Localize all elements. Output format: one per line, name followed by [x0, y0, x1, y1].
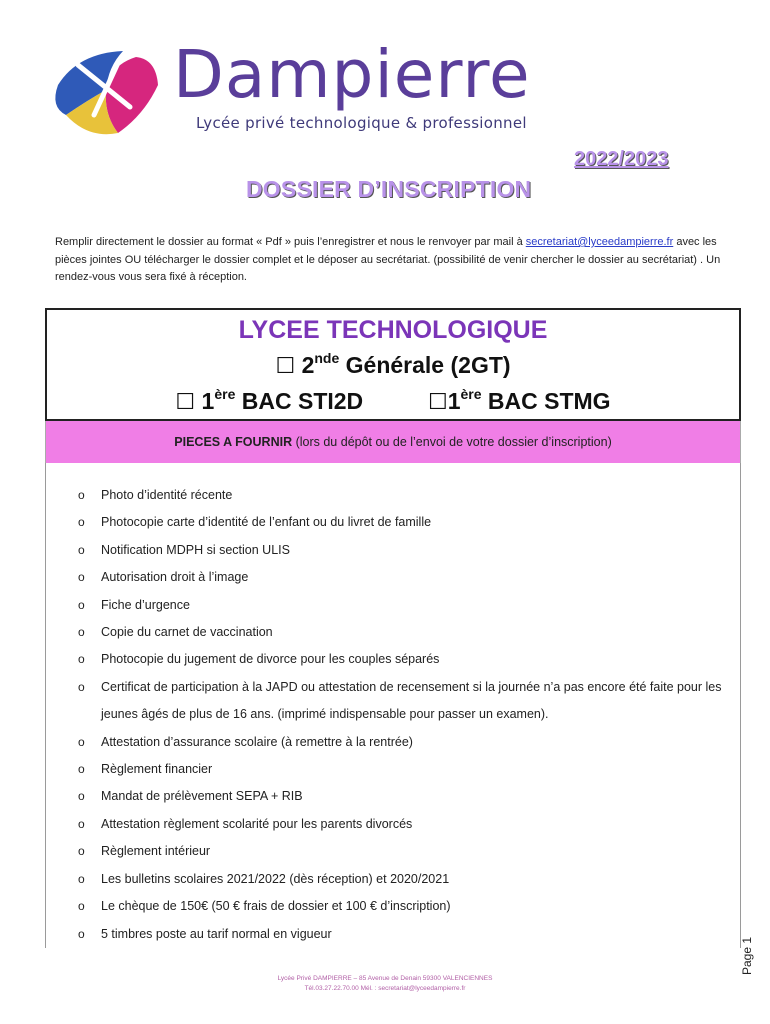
list-item: o Les bulletins scolaires 2021/2022 (dès réception) et 2020/2021 [78, 866, 728, 893]
intro-text-after: avec les pièces jointes OU télécharger le dossier complet et le déposer au secrétariat. (possibilité de venir chercher le dossier au secrétariat) . Un rendez-vous vous sera fixé à réception. [55, 236, 721, 283]
bullet-icon: o [78, 488, 85, 502]
list-item: o Règlement intérieur [78, 838, 728, 865]
section-heading: LYCEE TECHNOLOGIQUE [238, 316, 548, 344]
pieces-heading-band [45, 421, 741, 463]
option-row-bac [47, 386, 739, 415]
bullet-icon: o [78, 926, 85, 941]
bullet-icon: o [78, 899, 85, 914]
page-number: Page 1 [740, 936, 754, 975]
checkbox-stmg[interactable]: ☐ [427, 389, 448, 414]
list-item: o Copie du carnet de vaccination [78, 619, 728, 646]
bullet-icon: o [78, 597, 85, 612]
bullet-icon: o [78, 625, 85, 640]
logo-wordmark: Dampierre [173, 36, 531, 113]
footer [0, 974, 770, 994]
option-sti2d-sup: ère [214, 386, 236, 402]
school-logo [48, 30, 548, 140]
bullet-icon: o [78, 570, 85, 585]
list-item: o Certificat de participation à la JAPD ou attestation de recensement si la journée n’a pas encore été faite pour les jeunes âgés de plus de 16 ans. (imprimé indispensable pour passer un examen). [78, 674, 728, 729]
bullet-icon: o [78, 871, 85, 886]
list-item: o Photocopie du jugement de divorce pour les couples séparés [78, 646, 728, 673]
document-title: DOSSIER D’INSCRIPTION [246, 176, 532, 202]
bullet-icon: o [78, 542, 85, 557]
logo-tagline: Lycée privé technologique & professionnel [196, 114, 527, 132]
list-item: o Le chèque de 150€ (50 € frais de dossier et 100 € d’inscription) [78, 893, 728, 920]
list-item: o Attestation d’assurance scolaire (à remettre à la rentrée) [78, 729, 728, 756]
option-sti2d-number: 1 [201, 388, 215, 414]
intro-text-before: Remplir directement le dossier au format « Pdf » puis l’enregistrer et nous le renvoyer par mail à [55, 236, 526, 248]
option-row-2gt [47, 350, 739, 379]
list-item: o Fiche d’urgence [78, 592, 728, 619]
option-stmg-number: 1 [447, 388, 461, 414]
bullet-icon: o [78, 652, 85, 667]
bullet-icon: o [78, 679, 85, 694]
option-stmg-label: BAC STMG [481, 388, 611, 414]
list-item: o Règlement financier [78, 756, 728, 783]
school-year: 2022/2023 [574, 148, 669, 170]
list-item: o 5 timbres poste au tarif normal en vigueur [78, 921, 728, 948]
checkbox-sti2d[interactable]: ☐ [175, 389, 196, 414]
email-link[interactable]: secretariat@lyceedampierre.fr [525, 236, 674, 248]
list-item: o Notification MDPH si section ULIS [78, 537, 728, 564]
option-2gt-label: Générale (2GT) [339, 352, 511, 378]
bullet-icon: o [78, 515, 85, 530]
checkbox-2gt[interactable]: ☐ [275, 353, 296, 378]
list-item: o Attestation règlement scolarité pour les parents divorcés [78, 811, 728, 838]
list-item: o Autorisation droit à l’image [78, 564, 728, 591]
footer-address: Lycée Privé DAMPIERRE – 85 Avenue de Denain 59300 VALENCIENNES [277, 975, 493, 982]
list-item: o Photo d’identité récente [78, 482, 728, 509]
program-selection-box [45, 308, 741, 421]
bullet-icon: o [78, 844, 85, 859]
option-sti2d-label: BAC STI2D [235, 388, 364, 414]
option-2gt-sup: nde [314, 350, 340, 366]
pieces-heading-bold: PIECES A FOURNIR [174, 435, 293, 449]
option-2gt-number: 2 [301, 352, 315, 378]
list-item: o Photocopie carte d’identité de l’enfant ou du livret de famille [78, 509, 728, 536]
bullet-icon: o [78, 816, 85, 831]
bullet-icon: o [78, 762, 85, 777]
list-item: o Mandat de prélèvement SEPA + RIB [78, 783, 728, 810]
pieces-heading-rest: (lors du dépôt ou de l’envoi de votre dossier d’inscription) [292, 435, 612, 449]
pieces-list [78, 482, 728, 948]
bullet-icon: o [78, 734, 85, 749]
option-stmg-sup: ère [460, 386, 482, 402]
footer-contact: Tél.03.27.22.70.00 Mél. : secretariat@lyceedampierre.fr [304, 985, 466, 992]
intro-paragraph [55, 234, 745, 287]
dampierre-emblem-icon [48, 45, 163, 140]
bullet-icon: o [78, 789, 85, 804]
